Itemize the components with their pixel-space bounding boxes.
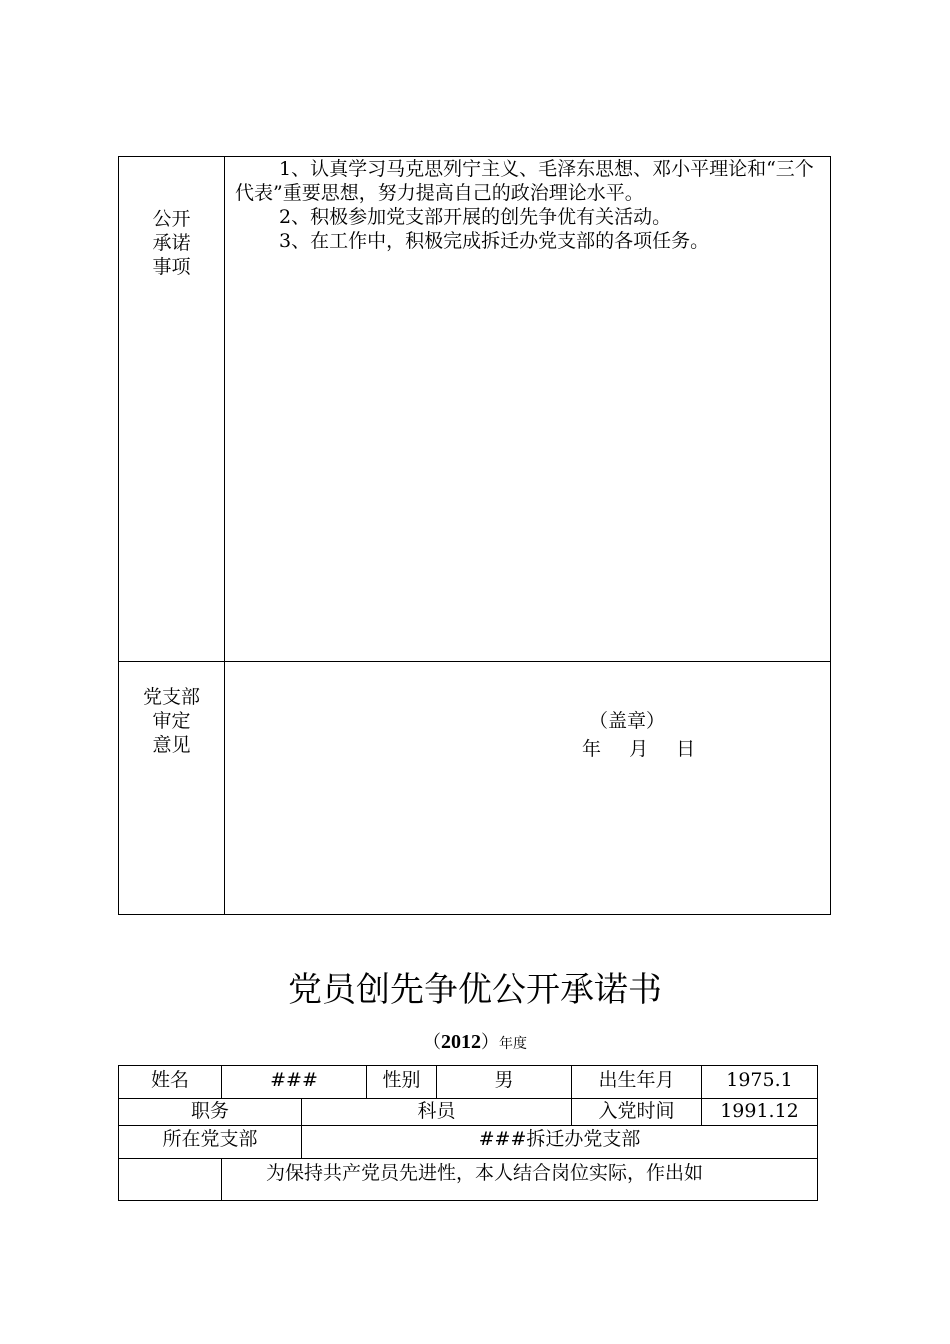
- join-date-label: 入党时间: [571, 1098, 701, 1125]
- commitment-table: [118, 156, 831, 915]
- branch-review-label: 党支部 审定 意见: [142, 686, 200, 756]
- review-date: 年 月 日: [582, 738, 696, 760]
- page-title: 党员创先争优公开承诺书: [288, 970, 662, 1010]
- seal-placeholder: （盖章）: [589, 710, 666, 732]
- year-value: 2012: [441, 1031, 481, 1053]
- statement-text: 为保持共产党员先进性，本人结合岗位实际，作出如: [221, 1158, 817, 1200]
- position-value: 科员: [301, 1098, 571, 1125]
- join-date-value: 1991.12: [701, 1098, 817, 1125]
- statement-label-cell: [119, 1158, 221, 1200]
- branch-value: ###拆迁办党支部: [301, 1125, 817, 1158]
- name-value: ###: [221, 1066, 366, 1098]
- commitment-item-2: 2、积极参加党支部开展的创先争优有关活动。: [279, 206, 672, 228]
- gender-label: 性别: [366, 1066, 436, 1098]
- branch-label: 所在党支部: [119, 1125, 301, 1158]
- birth-label: 出生年月: [571, 1066, 701, 1098]
- commitment-item-1: 1、认真学习马克思列宁主义、毛泽东思想、邓小平理论和“三个代表”重要思想，努力提高自己的政治理论水平。: [235, 158, 814, 204]
- position-label: 职务: [119, 1098, 301, 1125]
- member-info-table: [118, 1065, 818, 1201]
- commitment-items-content: [235, 157, 825, 253]
- gender-value: 男: [436, 1066, 571, 1098]
- row-divider: [119, 661, 830, 662]
- year-subtitle: （2012）年度: [423, 1031, 527, 1053]
- column-divider: [224, 157, 225, 914]
- commitment-item-3: 3、在工作中，积极完成拆迁办党支部的各项任务。: [279, 230, 710, 252]
- commitment-items-label: 公开 承诺 事项: [152, 208, 191, 278]
- birth-value: 1975.1: [701, 1066, 817, 1098]
- name-label: 姓名: [150, 1069, 189, 1091]
